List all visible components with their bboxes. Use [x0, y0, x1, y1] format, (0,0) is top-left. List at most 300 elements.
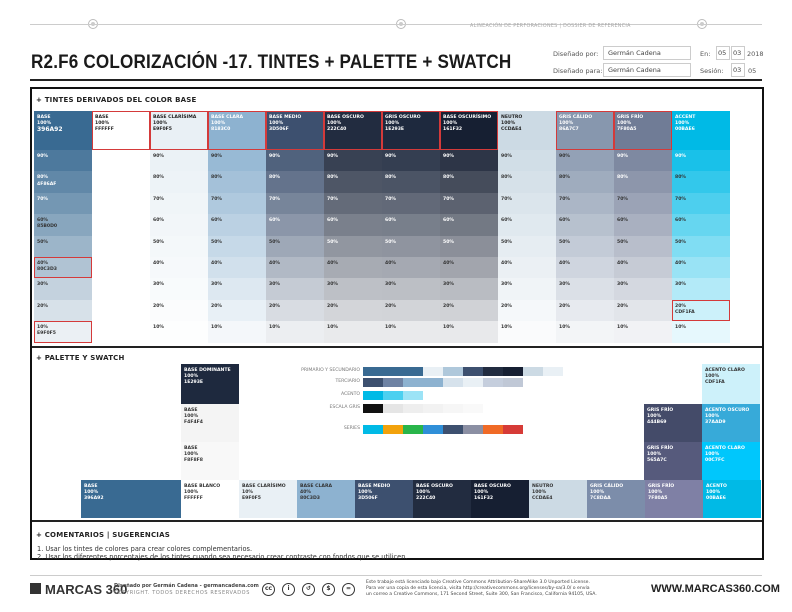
tint-cell[interactable]	[440, 171, 498, 192]
bottom-swatch[interactable]	[181, 480, 239, 518]
tints-section-rule	[32, 346, 762, 348]
tint-cell[interactable]	[498, 150, 556, 171]
tint-cell[interactable]	[208, 171, 266, 192]
tint-cell[interactable]	[324, 193, 382, 214]
tint-hex: 85B0D0	[37, 224, 58, 230]
swatch-name: BASE	[84, 484, 98, 489]
swatch-hex: 1E293E	[184, 380, 204, 386]
palette-section-title: + PALETTE Y SWATCH	[36, 354, 125, 362]
tint-cell[interactable]	[266, 193, 324, 214]
tint-column-name: BASE	[95, 115, 109, 120]
tint-level: 30%	[327, 282, 338, 288]
tint-cell[interactable]	[208, 150, 266, 171]
tint-level: 90%	[153, 154, 164, 159]
tint-level: 70%	[153, 196, 164, 202]
title-rule	[30, 79, 762, 81]
tint-level: 30%	[559, 282, 570, 288]
tint-cell[interactable]	[324, 214, 382, 235]
bottom-swatch[interactable]	[471, 480, 529, 518]
tint-column-header[interactable]	[324, 111, 382, 150]
swatch-hex: FFFFFF	[184, 496, 203, 502]
swatch-name: BASE MEDIO	[358, 484, 391, 489]
tint-column-name: GRIS OSCURO	[385, 115, 421, 120]
tint-cell[interactable]	[324, 257, 382, 278]
tint-level: 40%	[269, 261, 280, 266]
tint-level: 70%	[211, 196, 222, 202]
tint-cell[interactable]	[672, 236, 730, 257]
tint-cell[interactable]	[614, 150, 672, 171]
base-f4-swatch[interactable]	[181, 404, 239, 442]
tint-column-pct: 100%	[153, 121, 168, 127]
tint-level: 90%	[211, 154, 222, 159]
swatch-hex: 565A7C	[647, 458, 667, 464]
tint-cell[interactable]	[556, 300, 614, 321]
swatch-hex: 37AAD9	[705, 420, 726, 426]
swatch-pct: 100%	[416, 490, 431, 496]
swatch-chip[interactable]	[423, 367, 443, 376]
footer-credit	[114, 583, 259, 596]
tint-column-hex: 161F32	[443, 127, 463, 133]
bottom-swatch[interactable]	[703, 480, 761, 518]
swatch-pct: 100%	[648, 490, 663, 496]
tint-level: 10%	[443, 325, 454, 331]
tint-cell[interactable]	[672, 150, 730, 171]
swatch-name: GRIS FRÍO	[647, 446, 674, 451]
tint-cell[interactable]	[208, 257, 266, 278]
swatch-hex: F4F4F4	[184, 420, 204, 426]
swatch-pct: 100%	[184, 374, 199, 380]
tint-cell[interactable]	[672, 171, 730, 192]
tint-cell[interactable]	[324, 278, 382, 299]
designed-for-field[interactable]: Germán Cadena	[603, 63, 691, 77]
tint-column-header[interactable]	[266, 111, 324, 150]
swatch-chip[interactable]	[363, 391, 383, 400]
tint-level: 90%	[37, 154, 48, 159]
series-note: ALINEACIÓN DE PERFORACIONES | DOSSIER DE REFERENCIA	[470, 24, 631, 29]
tint-cell[interactable]	[498, 214, 556, 235]
bottom-swatch[interactable]	[239, 480, 297, 518]
swatch-chip[interactable]	[443, 378, 463, 387]
tint-cell[interactable]	[266, 236, 324, 257]
tint-cell[interactable]	[34, 214, 92, 235]
swatch-hex: E9F0F5	[242, 496, 262, 502]
tint-cell[interactable]	[440, 278, 498, 299]
footer-license	[366, 580, 597, 598]
swatch-hex: 7C8DAA	[590, 496, 611, 502]
license-line-1: Este trabajo está licenciado bajo Creative Commons Attribution-ShareAlike 3.0 Unported License.	[366, 580, 590, 585]
tint-column-pct: 100%	[37, 121, 52, 127]
tint-cell[interactable]	[440, 193, 498, 214]
date-month[interactable]: 03	[731, 46, 745, 60]
tint-level: 60%	[269, 218, 280, 224]
tint-cell[interactable]	[382, 278, 440, 299]
tint-column-header[interactable]	[556, 111, 614, 150]
tint-level: 90%	[269, 154, 280, 159]
tint-cell[interactable]	[672, 300, 730, 321]
swatch-hex: 00BAE6	[706, 496, 726, 502]
swatch-chip[interactable]	[443, 425, 463, 434]
acento-oscuro-swatch[interactable]	[702, 404, 760, 442]
swatch-chip[interactable]	[363, 425, 383, 434]
tint-level: 80%	[617, 175, 628, 181]
tint-cell[interactable]	[556, 193, 614, 214]
footer-site-link[interactable]: WWW.MARCAS360.COM	[651, 583, 780, 595]
swatch-pct: 100%	[84, 490, 99, 496]
swatch-chip[interactable]	[463, 404, 483, 413]
tint-column-header[interactable]	[672, 111, 730, 150]
swatch-name: BASE DOMINANTE	[184, 368, 231, 373]
swatch-chip[interactable]	[463, 367, 483, 376]
tint-level: 30%	[269, 282, 280, 288]
tint-column-hex: 7F80A5	[617, 127, 637, 133]
swatch-chip[interactable]	[403, 378, 443, 387]
tint-column-pct: 100%	[327, 121, 342, 127]
session-total: 05	[748, 67, 757, 75]
tint-level: 60%	[211, 218, 222, 224]
tint-level: 40%	[675, 261, 686, 266]
tint-cell[interactable]	[34, 300, 92, 321]
tint-column-hex: 3D506F	[269, 127, 289, 133]
tint-cell[interactable]	[324, 150, 382, 171]
tint-cell[interactable]	[614, 236, 672, 257]
tint-column-pct: 100%	[617, 121, 632, 127]
bottom-swatch[interactable]	[355, 480, 413, 518]
tint-level: 80%	[37, 175, 48, 181]
swatch-chip[interactable]	[503, 378, 523, 387]
tint-cell[interactable]	[382, 300, 440, 321]
tint-cell[interactable]	[440, 150, 498, 171]
swatch-chip[interactable]	[363, 367, 423, 376]
tint-column-header[interactable]	[440, 111, 498, 150]
tint-level: 20%	[327, 303, 338, 309]
tint-level: 60%	[385, 218, 396, 224]
tint-cell[interactable]	[266, 214, 324, 235]
tint-level: 40%	[37, 261, 48, 266]
tint-cell[interactable]	[498, 257, 556, 278]
tint-cell[interactable]	[614, 193, 672, 214]
tint-level: 40%	[501, 261, 512, 266]
tint-cell[interactable]	[324, 171, 382, 192]
tint-level: 30%	[617, 282, 628, 288]
swatch-pct: 100%	[184, 490, 199, 496]
session-current[interactable]: 03	[731, 63, 745, 77]
base-dominante-swatch[interactable]	[181, 364, 239, 404]
tint-level: 50%	[153, 239, 164, 245]
tint-cell[interactable]	[382, 214, 440, 235]
tint-cell[interactable]	[208, 236, 266, 257]
swatch-chip[interactable]	[463, 425, 483, 434]
tint-column-header[interactable]	[382, 111, 440, 150]
session-label: Sesión:	[700, 67, 724, 75]
swatch-pct: 100%	[532, 490, 547, 496]
swatch-chip[interactable]	[503, 367, 523, 376]
swatch-chip[interactable]	[403, 425, 423, 434]
swatch-hex: 161F32	[474, 496, 494, 502]
swatch-chip[interactable]	[383, 378, 403, 387]
tint-level: 80%	[443, 175, 454, 181]
swatch-pct: 40%	[300, 490, 311, 496]
tint-cell[interactable]	[498, 193, 556, 214]
tint-cell[interactable]	[266, 171, 324, 192]
acento-claro-swatch[interactable]	[702, 442, 760, 480]
tint-column-header[interactable]	[208, 111, 266, 150]
tint-cell[interactable]	[382, 150, 440, 171]
swatch-pct: 10%	[242, 490, 253, 496]
tint-cell[interactable]	[324, 236, 382, 257]
swatch-pct: 100%	[705, 374, 720, 380]
tint-cell[interactable]	[150, 214, 208, 235]
nd-icon: =	[342, 583, 355, 596]
tint-column-hex: E9F0F5	[153, 127, 173, 133]
swatch-chip[interactable]	[423, 425, 443, 434]
swatch-pct: 100%	[647, 452, 662, 458]
tint-cell[interactable]	[614, 321, 672, 342]
license-line-2: Para ver una copia de esta licencia, visita http://creativecommons.org/licenses/by-sa/3.0/ o envía	[366, 586, 590, 591]
comment-item: 1. Usar los tintes de colores para crear colores complementarios.	[37, 545, 253, 553]
swatch-chip[interactable]	[443, 367, 463, 376]
tint-level: 10%	[501, 325, 512, 331]
tint-column-header[interactable]	[150, 111, 208, 150]
tint-level: 80%	[501, 175, 512, 181]
tint-level: 80%	[385, 175, 396, 181]
bottom-swatch[interactable]	[587, 480, 645, 518]
date-day[interactable]: 05	[716, 46, 730, 60]
tint-cell[interactable]	[266, 150, 324, 171]
tint-cell[interactable]	[382, 257, 440, 278]
tint-cell[interactable]	[208, 278, 266, 299]
tint-column-pct: 100%	[269, 121, 284, 127]
tint-level: 30%	[443, 282, 454, 288]
tint-cell[interactable]	[672, 214, 730, 235]
tint-column-hex: 8183C0	[211, 127, 231, 133]
tint-cell[interactable]	[498, 278, 556, 299]
tint-level: 60%	[559, 218, 570, 224]
gris-frio-swatch[interactable]	[644, 404, 702, 442]
swatch-chip[interactable]	[403, 404, 423, 413]
tint-column-hex: 222C40	[327, 127, 347, 133]
tint-cell[interactable]	[614, 257, 672, 278]
cc-icon: cc	[262, 583, 275, 596]
tint-cell[interactable]	[150, 300, 208, 321]
tint-cell[interactable]	[382, 171, 440, 192]
tint-level: 20%	[153, 303, 164, 309]
tint-column-pct: 100%	[501, 121, 516, 127]
tint-cell[interactable]	[672, 193, 730, 214]
swatch-pct: 100%	[184, 414, 199, 420]
tint-cell[interactable]	[208, 214, 266, 235]
gris-frio-swatch[interactable]	[644, 442, 702, 480]
tint-cell[interactable]	[498, 236, 556, 257]
tint-level: 60%	[443, 218, 454, 224]
tint-cell[interactable]	[382, 193, 440, 214]
tint-cell[interactable]	[498, 171, 556, 192]
swatch-chip[interactable]	[363, 378, 383, 387]
tint-cell[interactable]	[150, 171, 208, 192]
tint-column-header[interactable]	[498, 111, 556, 150]
tint-column-hex: FFFFFF	[95, 127, 114, 133]
tint-cell[interactable]	[614, 214, 672, 235]
palette-row-label: PRIMARIO Y SECUNDARIO	[301, 368, 360, 373]
tint-cell[interactable]	[208, 321, 266, 342]
comments-section-title: + COMENTARIOS | SUGERENCIAS	[36, 531, 170, 539]
tint-column-header[interactable]	[34, 111, 92, 150]
tint-level: 20%	[211, 303, 222, 309]
swatch-name: NEUTRO	[532, 484, 554, 489]
bottom-swatch[interactable]	[529, 480, 587, 518]
tint-cell[interactable]	[34, 257, 92, 278]
tint-cell[interactable]	[556, 321, 614, 342]
tint-level: 10%	[37, 325, 48, 331]
sa-icon: ↺	[302, 583, 315, 596]
tint-cell[interactable]	[556, 278, 614, 299]
bottom-swatch[interactable]	[297, 480, 355, 518]
swatch-chip[interactable]	[403, 391, 423, 400]
tint-cell[interactable]	[440, 321, 498, 342]
swatch-pct: 100%	[647, 414, 662, 420]
tint-column-name: NEUTRO	[501, 115, 523, 120]
palette-row-label: TERCIARIO	[335, 379, 360, 384]
tint-column-header[interactable]	[614, 111, 672, 150]
tint-cell[interactable]	[614, 300, 672, 321]
tint-level: 70%	[501, 196, 512, 202]
swatch-chip[interactable]	[523, 367, 543, 376]
comment-item: 2. Usar los diferentes porcentajes de los tintes cuando sea necesario crear contraste con fondos que se utilicen.	[37, 553, 408, 561]
tint-cell[interactable]	[440, 214, 498, 235]
swatch-name: BASE CLARA	[300, 484, 333, 489]
tint-cell[interactable]	[672, 321, 730, 342]
base-f8-swatch[interactable]	[181, 442, 239, 480]
tint-cell[interactable]	[556, 214, 614, 235]
tint-cell[interactable]	[150, 236, 208, 257]
swatch-name: ACENTO OSCURO	[705, 408, 750, 413]
tint-level: 60%	[501, 218, 512, 224]
swatch-chip[interactable]	[383, 404, 403, 413]
tint-cell[interactable]	[382, 321, 440, 342]
swatch-name: BASE OSCURO	[416, 484, 453, 489]
tint-level: 70%	[269, 196, 280, 202]
designed-by-field[interactable]: Germán Cadena	[603, 46, 691, 60]
tint-level: 90%	[617, 154, 628, 159]
tint-cell[interactable]	[150, 193, 208, 214]
tints-section-title: + TINTES DERIVADOS DEL COLOR BASE	[36, 96, 197, 104]
tint-level: 70%	[617, 196, 628, 202]
swatch-chip[interactable]	[383, 425, 403, 434]
tint-cell[interactable]	[266, 257, 324, 278]
tint-cell[interactable]	[556, 171, 614, 192]
date-label: En:	[700, 50, 711, 58]
palette-row-label: ACENTO	[340, 392, 360, 397]
tint-cell[interactable]	[150, 257, 208, 278]
swatch-name: BASE CLARÍSIMO	[242, 484, 286, 489]
tint-cell[interactable]	[382, 236, 440, 257]
tint-cell[interactable]	[266, 321, 324, 342]
swatch-chip[interactable]	[483, 425, 503, 434]
tint-level: 80%	[211, 175, 222, 181]
tint-cell[interactable]	[208, 300, 266, 321]
tint-cell[interactable]	[672, 257, 730, 278]
tint-cell[interactable]	[34, 236, 92, 257]
tint-cell[interactable]	[324, 321, 382, 342]
tint-column-name: BASE OSCURÍSIMO	[443, 115, 492, 120]
tint-column-name: BASE CLARÍSIMA	[153, 115, 197, 120]
tint-cell[interactable]	[556, 150, 614, 171]
tint-cell[interactable]	[498, 321, 556, 342]
tint-level: 60%	[617, 218, 628, 224]
bottom-swatch[interactable]	[413, 480, 471, 518]
tint-cell[interactable]	[208, 193, 266, 214]
tint-cell[interactable]	[324, 300, 382, 321]
palette-row-label: SERIES	[343, 426, 360, 431]
tint-level: 40%	[385, 261, 396, 266]
tint-level: 30%	[501, 282, 512, 288]
bottom-swatch[interactable]	[645, 480, 703, 518]
designed-for-label: Diseñado para:	[553, 67, 603, 75]
tint-cell[interactable]	[266, 300, 324, 321]
swatch-chip[interactable]	[503, 425, 523, 434]
tint-cell[interactable]	[440, 257, 498, 278]
tint-cell[interactable]	[34, 321, 92, 342]
tint-cell[interactable]	[556, 257, 614, 278]
tint-cell[interactable]	[150, 278, 208, 299]
header-rule	[30, 24, 762, 25]
swatch-name: ACENTO CLARO	[705, 446, 745, 451]
tint-cell[interactable]	[614, 171, 672, 192]
tint-column-pct: 100%	[95, 121, 110, 127]
tint-cell[interactable]	[498, 300, 556, 321]
swatch-chip[interactable]	[483, 367, 503, 376]
tint-level: 30%	[37, 282, 48, 288]
marcas360-logo-icon	[30, 583, 41, 594]
swatch-chip[interactable]	[443, 404, 463, 413]
tint-level: 50%	[443, 239, 454, 245]
tint-level: 40%	[211, 261, 222, 266]
swatch-chip[interactable]	[423, 404, 443, 413]
tint-cell[interactable]	[266, 278, 324, 299]
tint-level: 40%	[617, 261, 628, 266]
bottom-swatch[interactable]	[81, 480, 181, 518]
swatch-chip[interactable]	[383, 391, 403, 400]
swatch-chip[interactable]	[543, 367, 563, 376]
tint-cell[interactable]	[672, 278, 730, 299]
tint-cell[interactable]	[150, 321, 208, 342]
swatch-hex: CCDAE4	[532, 496, 553, 502]
tint-level: 70%	[327, 196, 338, 202]
footer-logo: MARCAS 360	[45, 582, 128, 597]
by-icon: i	[282, 583, 295, 596]
tint-column-header[interactable]	[92, 111, 150, 150]
tint-level: 50%	[385, 239, 396, 245]
tint-cell[interactable]	[614, 278, 672, 299]
swatch-chip[interactable]	[463, 378, 483, 387]
tint-cell[interactable]	[34, 278, 92, 299]
tint-column-name: ACCENT	[675, 115, 696, 120]
swatch-chip[interactable]	[483, 378, 503, 387]
tint-cell[interactable]	[34, 150, 92, 171]
tint-level: 20%	[559, 303, 570, 309]
tint-cell[interactable]	[34, 193, 92, 214]
tint-cell[interactable]	[440, 300, 498, 321]
swatch-pct: 100%	[358, 490, 373, 496]
tint-cell[interactable]	[556, 236, 614, 257]
tint-cell[interactable]	[34, 171, 92, 192]
tint-column-pct: 100%	[385, 121, 400, 127]
tint-cell[interactable]	[440, 236, 498, 257]
acento-claro-swatch[interactable]	[702, 364, 760, 404]
swatch-chip[interactable]	[363, 404, 383, 413]
tint-level: 50%	[501, 239, 512, 245]
swatch-hex: CDF1FA	[705, 380, 725, 386]
tint-cell[interactable]	[150, 150, 208, 171]
